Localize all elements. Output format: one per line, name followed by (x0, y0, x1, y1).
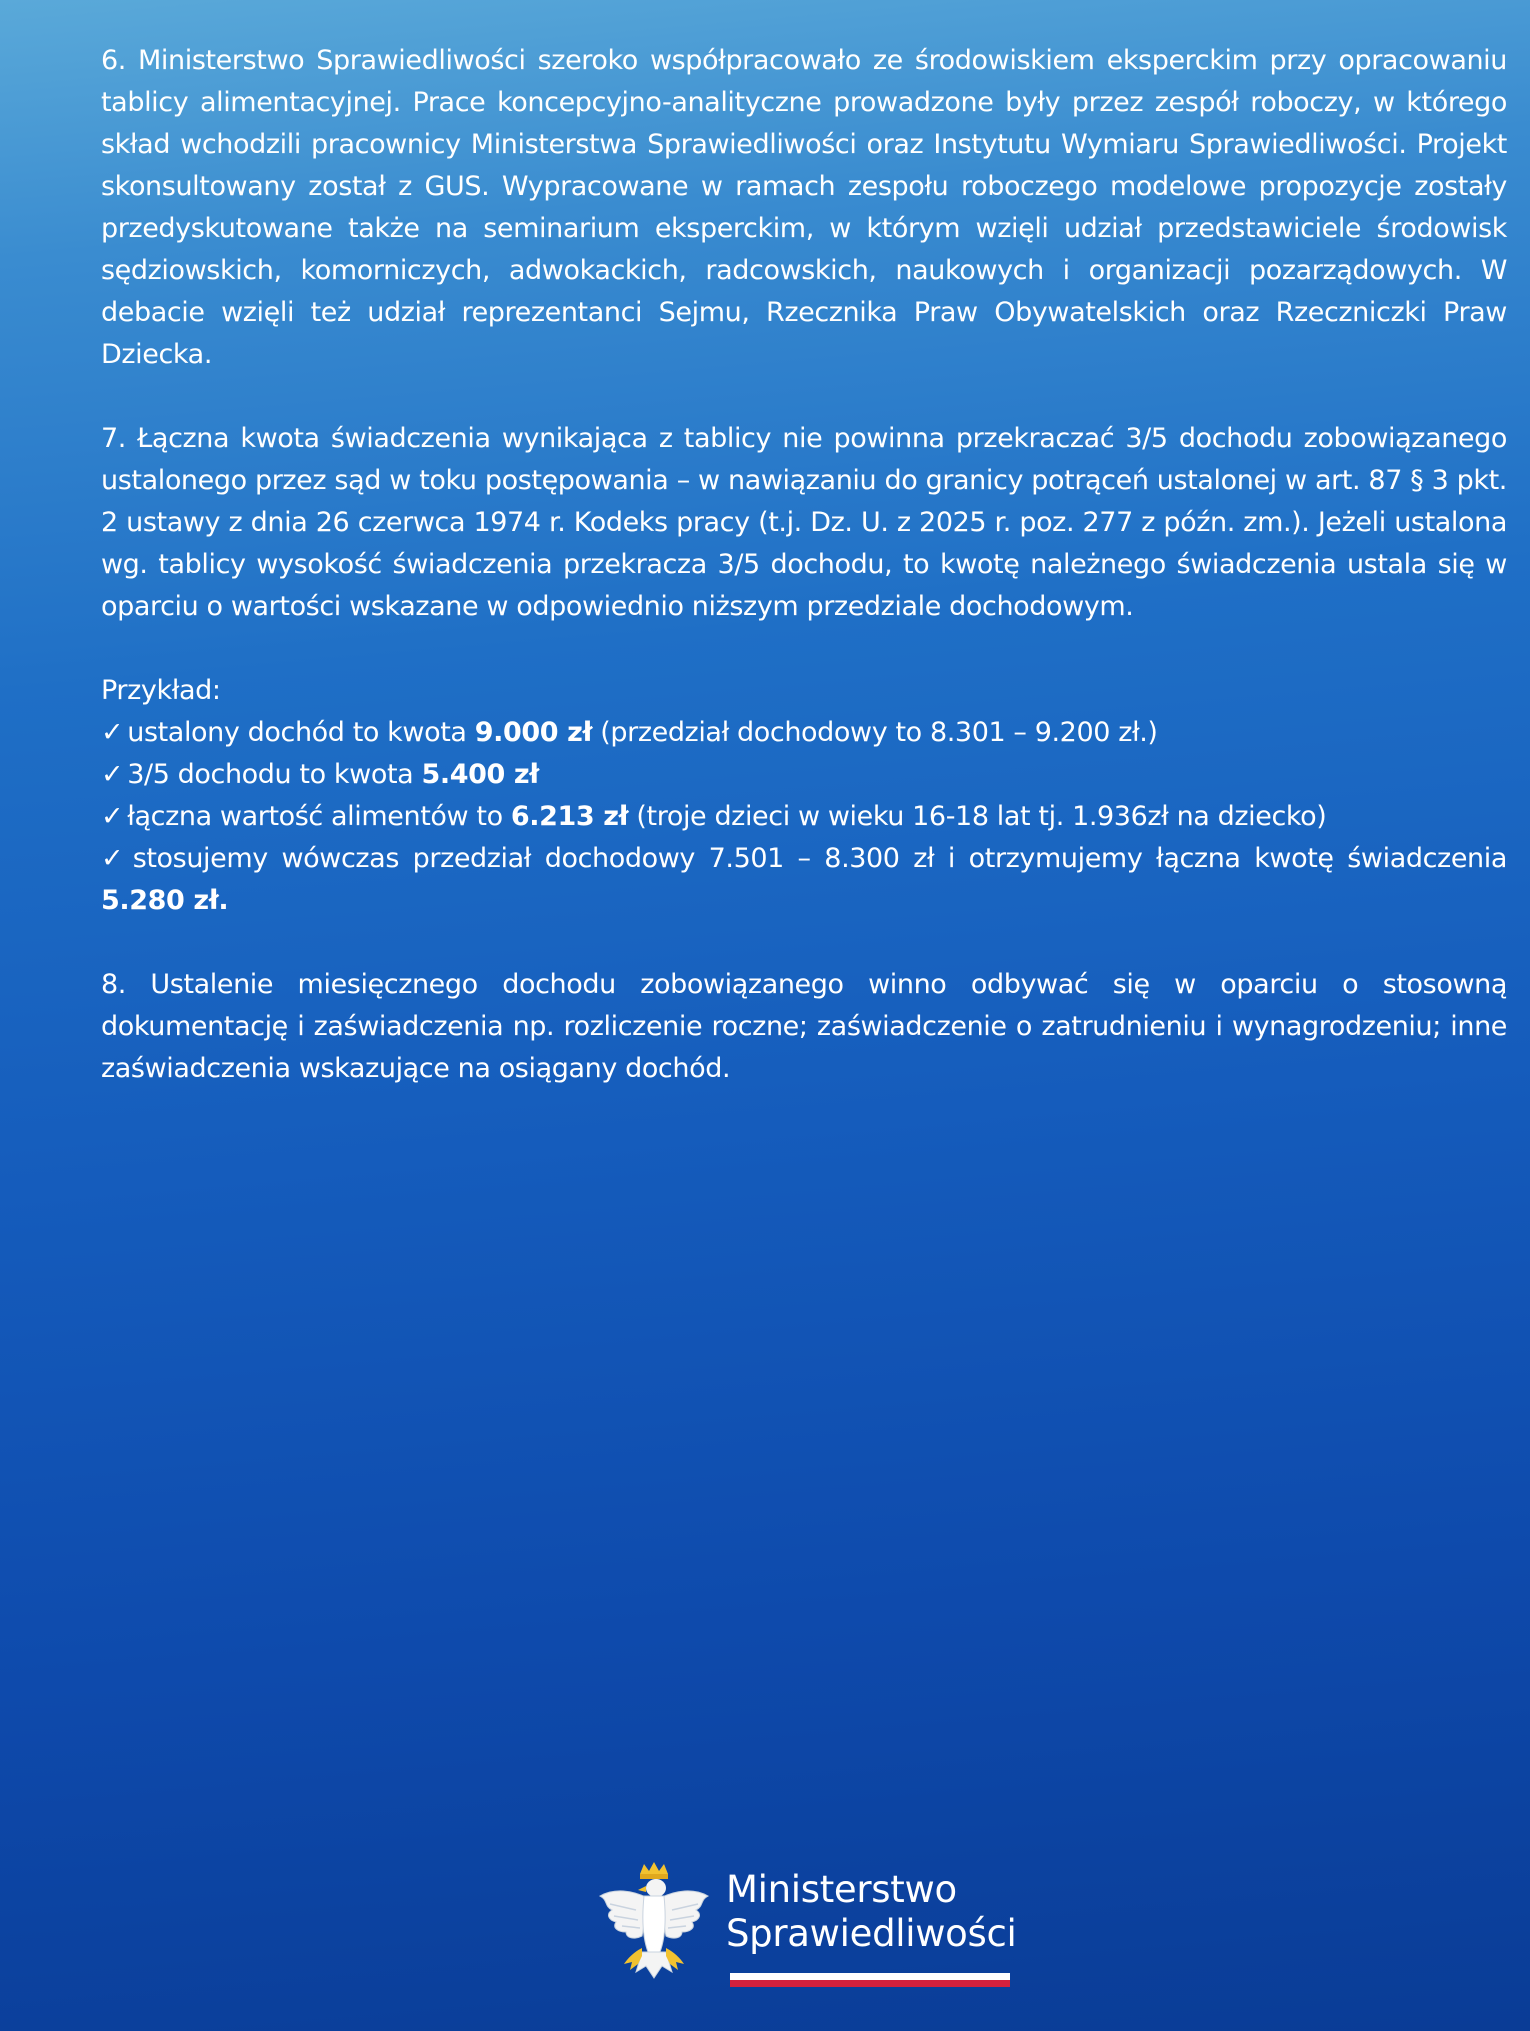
example-heading: Przykład: (101, 675, 221, 706)
checkmark-icon: ✓ (101, 843, 129, 874)
example-line-3-amount: 6.213 zł (510, 801, 629, 832)
ministry-name (726, 1868, 1017, 1956)
example-line-3-text: łączna wartość alimentów to (127, 801, 511, 832)
flag-red-stripe (730, 1980, 1010, 1987)
paragraph-7: 7. Łączna kwota świadczenia wynikająca z tablicy nie powinna przekraczać 3/5 dochodu zobowiązanego ustalonego przez sąd w toku postępowania – w nawiązaniu do granicy potrąceń ustalonej w art. 87 § 3 pkt. 2 ustawy z dnia 26 czerwca 1974 r. Kodeks pracy (t.j. Dz. U. z 2025 r. poz. 277 z późn. zm.). Jeżeli ustalona wg. tablicy wysokość świadczenia przekracza 3/5 dochodu, to kwotę należnego świadczenia ustala się w oparciu o wartości wskazane w odpowiednio niższym przedziale dochodowym. (101, 423, 1507, 622)
example-line-4-amount: 5.280 zł. (101, 885, 229, 916)
paragraph-8: 8. Ustalenie miesięcznego dochodu zobowiązanego winno odbywać się w oparciu o stosowną dokumentację i zaświadczenia np. rozliczenie roczne; zaświadczenie o zatrudnieniu i wynagrodzeniu; inne zaświadczenia wskazujące na osiągany dochód. (101, 969, 1507, 1084)
example-line-4-text: stosujemy wówczas przedział dochodowy 7.501 – 8.300 zł i otrzymujemy łączna kwotę świadczenia (132, 843, 1507, 874)
example-line-2 (101, 754, 1507, 796)
example-line-3 (101, 796, 1507, 838)
polish-eagle-emblem-icon (596, 1860, 712, 1986)
polish-flag-stripe (730, 1973, 1010, 1987)
example-line-4 (101, 838, 1507, 922)
document-body (101, 40, 1507, 1132)
example-line-1-amount: 9.000 zł (474, 717, 593, 748)
ministry-name-line-2: Sprawiedliwości (726, 1912, 1017, 1955)
example-line-1 (101, 712, 1507, 754)
checkmark-icon: ✓ (101, 801, 124, 832)
flag-white-stripe (730, 1973, 1010, 1980)
example-line-3-note: (troje dzieci w wieku 16-18 lat tj. 1.936zł na dziecko) (628, 801, 1327, 832)
paragraph-6: 6. Ministerstwo Sprawiedliwości szeroko współpracowało ze środowiskiem eksperckim przy opracowaniu tablicy alimentacyjnej. Prace koncepcyjno-analityczne prowadzone były przez zespół roboczy, w którego skład wchodzili pracownicy Ministerstwa Sprawiedliwości oraz Instytutu Wymiaru Sprawiedliwości. Projekt skonsultowany został z GUS. Wypracowane w ramach zespołu roboczego modelowe propozycje zostały przedyskutowane także na seminarium eksperckim, w którym wzięli udział przedstawiciele środowisk sędziowskich, komorniczych, adwokackich, radcowskich, naukowych i organizacji pozarządowych. W debacie wzięli też udział reprezentanci Sejmu, Rzecznika Praw Obywatelskich oraz Rzeczniczki Praw Dziecka. (101, 45, 1507, 370)
checkmark-icon: ✓ (101, 717, 124, 748)
example-block (101, 670, 1507, 922)
checkmark-icon: ✓ (101, 759, 124, 790)
example-line-1-text: ustalony dochód to kwota (127, 717, 475, 748)
example-line-1-note: (przedział dochodowy to 8.301 – 9.200 zł.) (592, 717, 1158, 748)
example-line-2-text: 3/5 dochodu to kwota (127, 759, 422, 790)
example-line-2-amount: 5.400 zł (421, 759, 539, 790)
ministry-logo (596, 1860, 1016, 1990)
ministry-name-line-1: Ministerstwo (726, 1868, 957, 1911)
